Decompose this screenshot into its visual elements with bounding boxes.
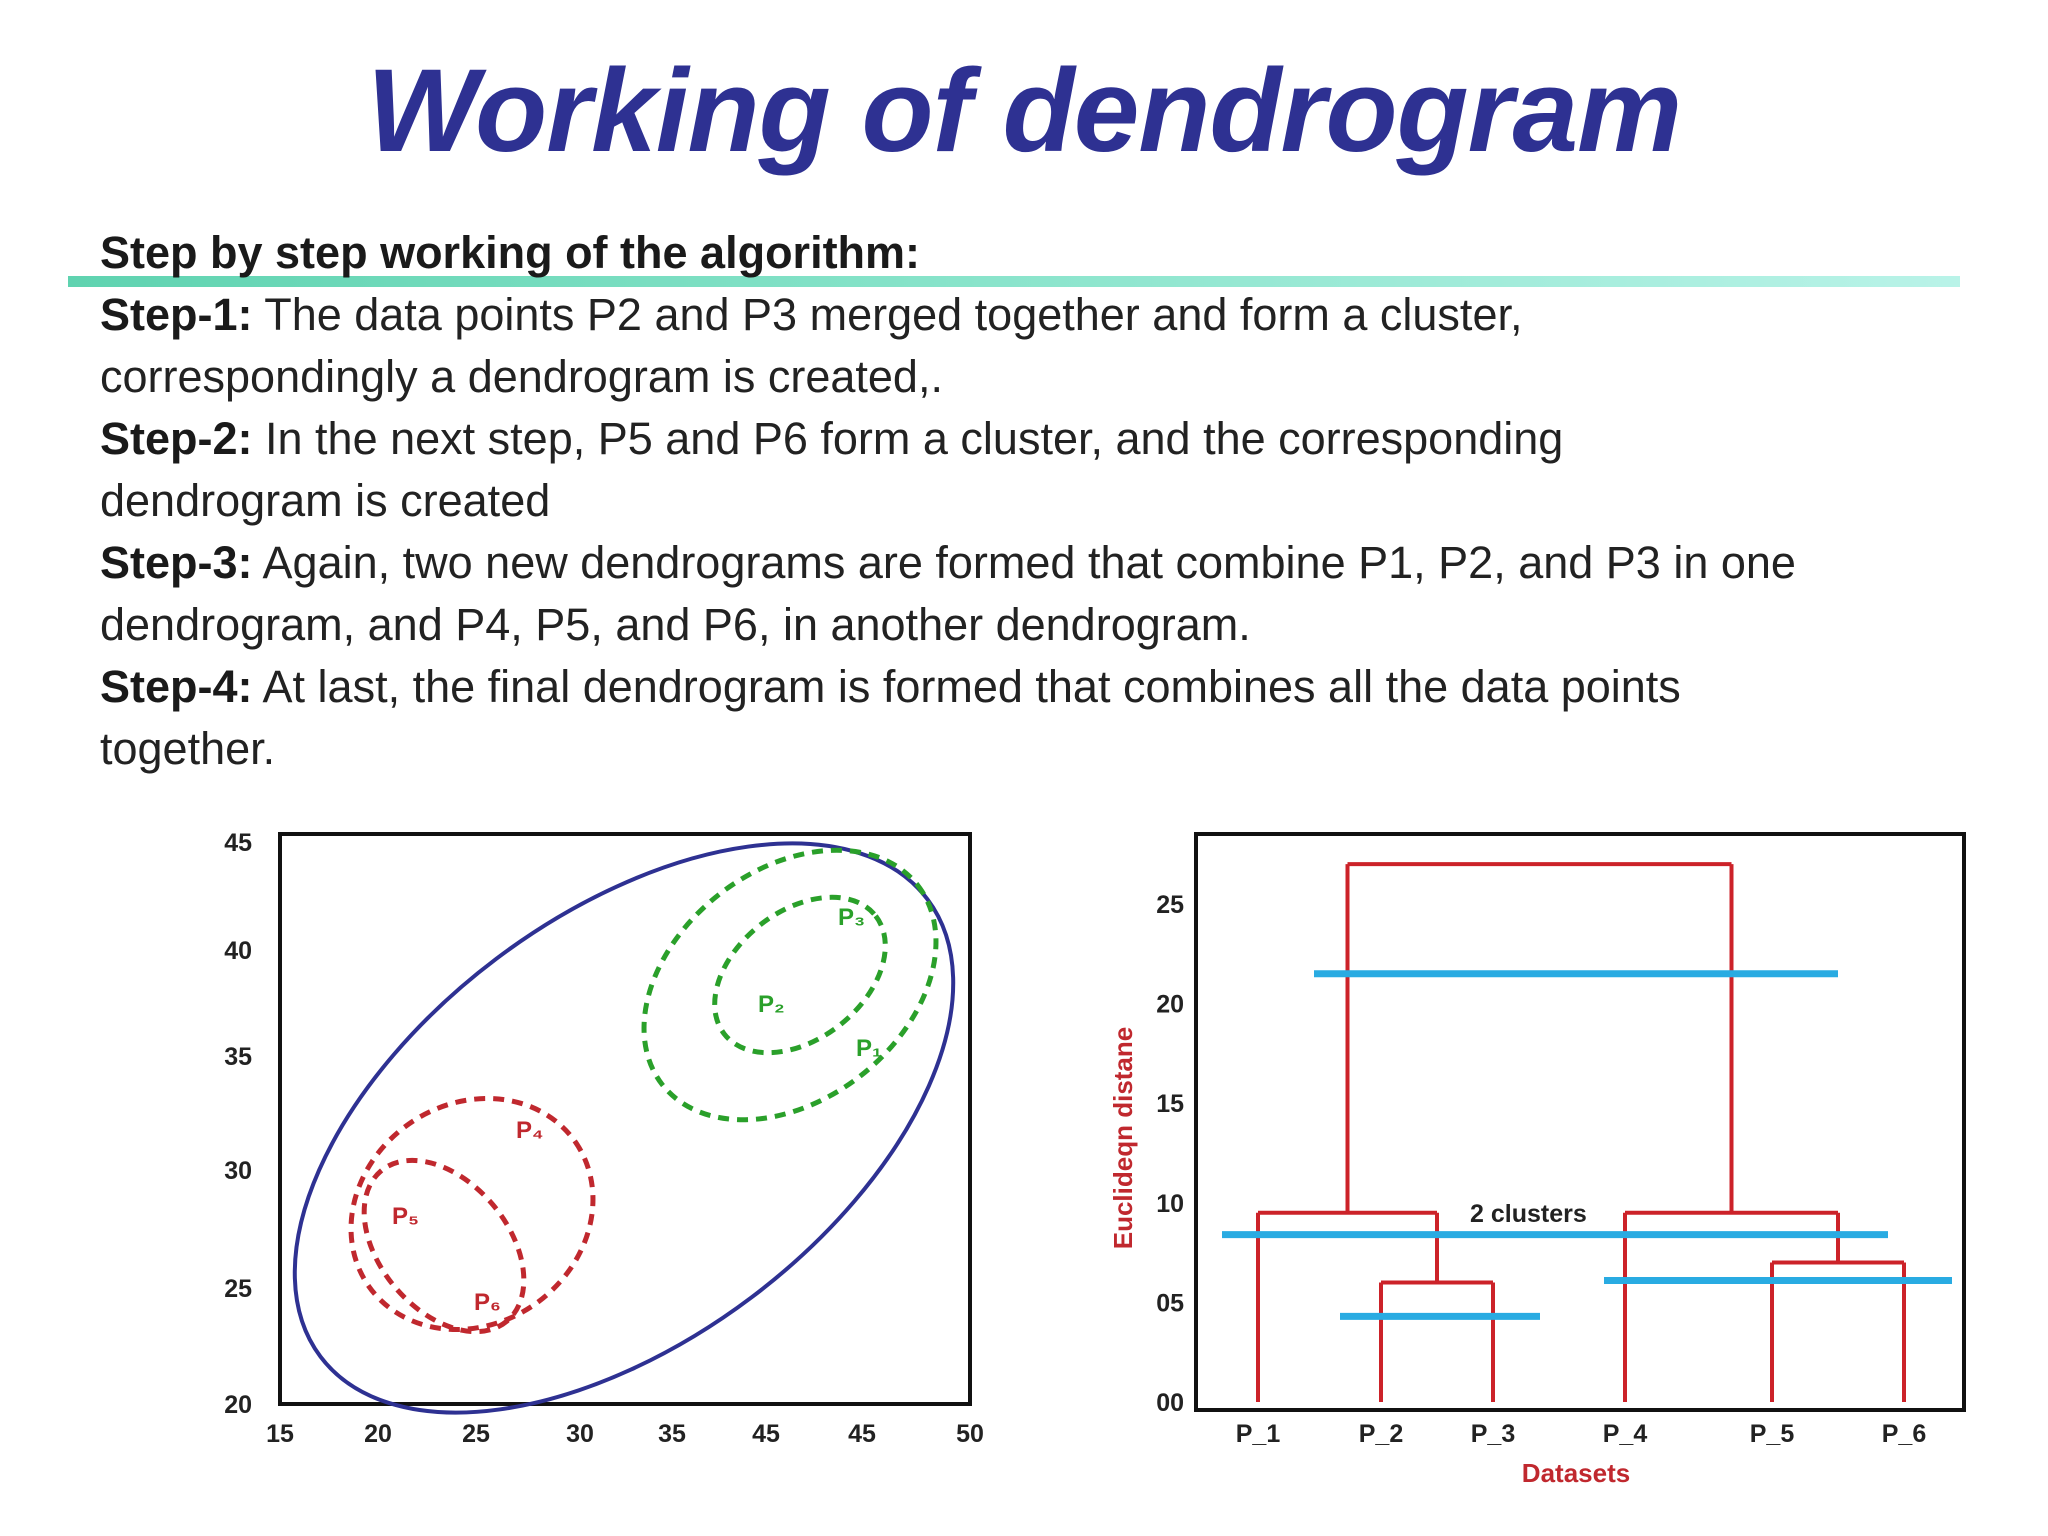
step-1: Step-1: The data points P2 and P3 merged together and form a cluster, xyxy=(100,289,1523,340)
x-tick-label: 25 xyxy=(462,1420,490,1448)
leaf-label: P_4 xyxy=(1602,1420,1648,1448)
y-tick-label: 30 xyxy=(224,1157,252,1185)
x-tick-label: 30 xyxy=(566,1420,594,1448)
x-tick-label: 35 xyxy=(658,1420,686,1448)
y-tick-label: 45 xyxy=(224,829,252,857)
step-1-continued: correspondingly a dendrogram is created,. xyxy=(100,351,943,402)
y-tick-label: 25 xyxy=(224,1275,252,1303)
y-tick-label: 40 xyxy=(224,937,252,965)
point-label: P₁ xyxy=(856,1035,882,1062)
leaf-label: P_5 xyxy=(1749,1420,1795,1448)
step-3: Step-3: Again, two new dendrograms are formed that combine P1, P2, and P3 in one xyxy=(100,537,1796,588)
point-label: P₅ xyxy=(392,1203,420,1230)
y-tick-label: 35 xyxy=(224,1043,252,1071)
step-4-continued: together. xyxy=(100,723,276,774)
x-tick-label: 45 xyxy=(848,1420,876,1448)
x-tick-label: 50 xyxy=(956,1420,984,1448)
y-tick-label: 15 xyxy=(1156,1090,1184,1119)
point-label: P₆ xyxy=(474,1289,501,1316)
leaf-label: P_6 xyxy=(1881,1420,1927,1448)
page-title: Working of dendrogram xyxy=(366,45,1682,177)
point-label: P₄ xyxy=(516,1117,544,1144)
dendrogram-frame xyxy=(1196,834,1964,1410)
y-tick-label: 20 xyxy=(224,1391,252,1419)
y-tick-label: 10 xyxy=(1156,1189,1184,1218)
step-3-continued: dendrogram, and P4, P5, and P6, in another dendrogram. xyxy=(100,599,1251,650)
step-2: Step-2: In the next step, P5 and P6 form a cluster, and the corresponding xyxy=(100,413,1564,464)
step-2-continued: dendrogram is created xyxy=(100,475,551,526)
x-axis-title: Datasets xyxy=(1521,1458,1631,1488)
point-label: P₃ xyxy=(838,904,866,931)
x-tick-label: 15 xyxy=(266,1420,294,1448)
y-tick-label: 05 xyxy=(1156,1289,1184,1318)
point-label: P₂ xyxy=(758,991,785,1018)
x-tick-label: 45 xyxy=(752,1420,780,1448)
leaf-label: P_1 xyxy=(1235,1420,1281,1448)
step-4: Step-4: At last, the final dendrogram is formed that combines all the data points xyxy=(100,661,1681,712)
clusters-annotation: 2 clusters xyxy=(1470,1200,1587,1228)
leaf-label: P_2 xyxy=(1358,1420,1404,1448)
y-tick-label: 25 xyxy=(1156,891,1184,919)
x-tick-label: 20 xyxy=(364,1420,392,1448)
steps-heading: Step by step working of the algorithm: xyxy=(100,227,921,278)
leaf-label: P_3 xyxy=(1470,1420,1516,1448)
y-tick-label: 20 xyxy=(1156,990,1184,1019)
y-axis-title: Euclideqn distane xyxy=(1108,1026,1138,1250)
y-tick-label: 00 xyxy=(1156,1389,1184,1417)
